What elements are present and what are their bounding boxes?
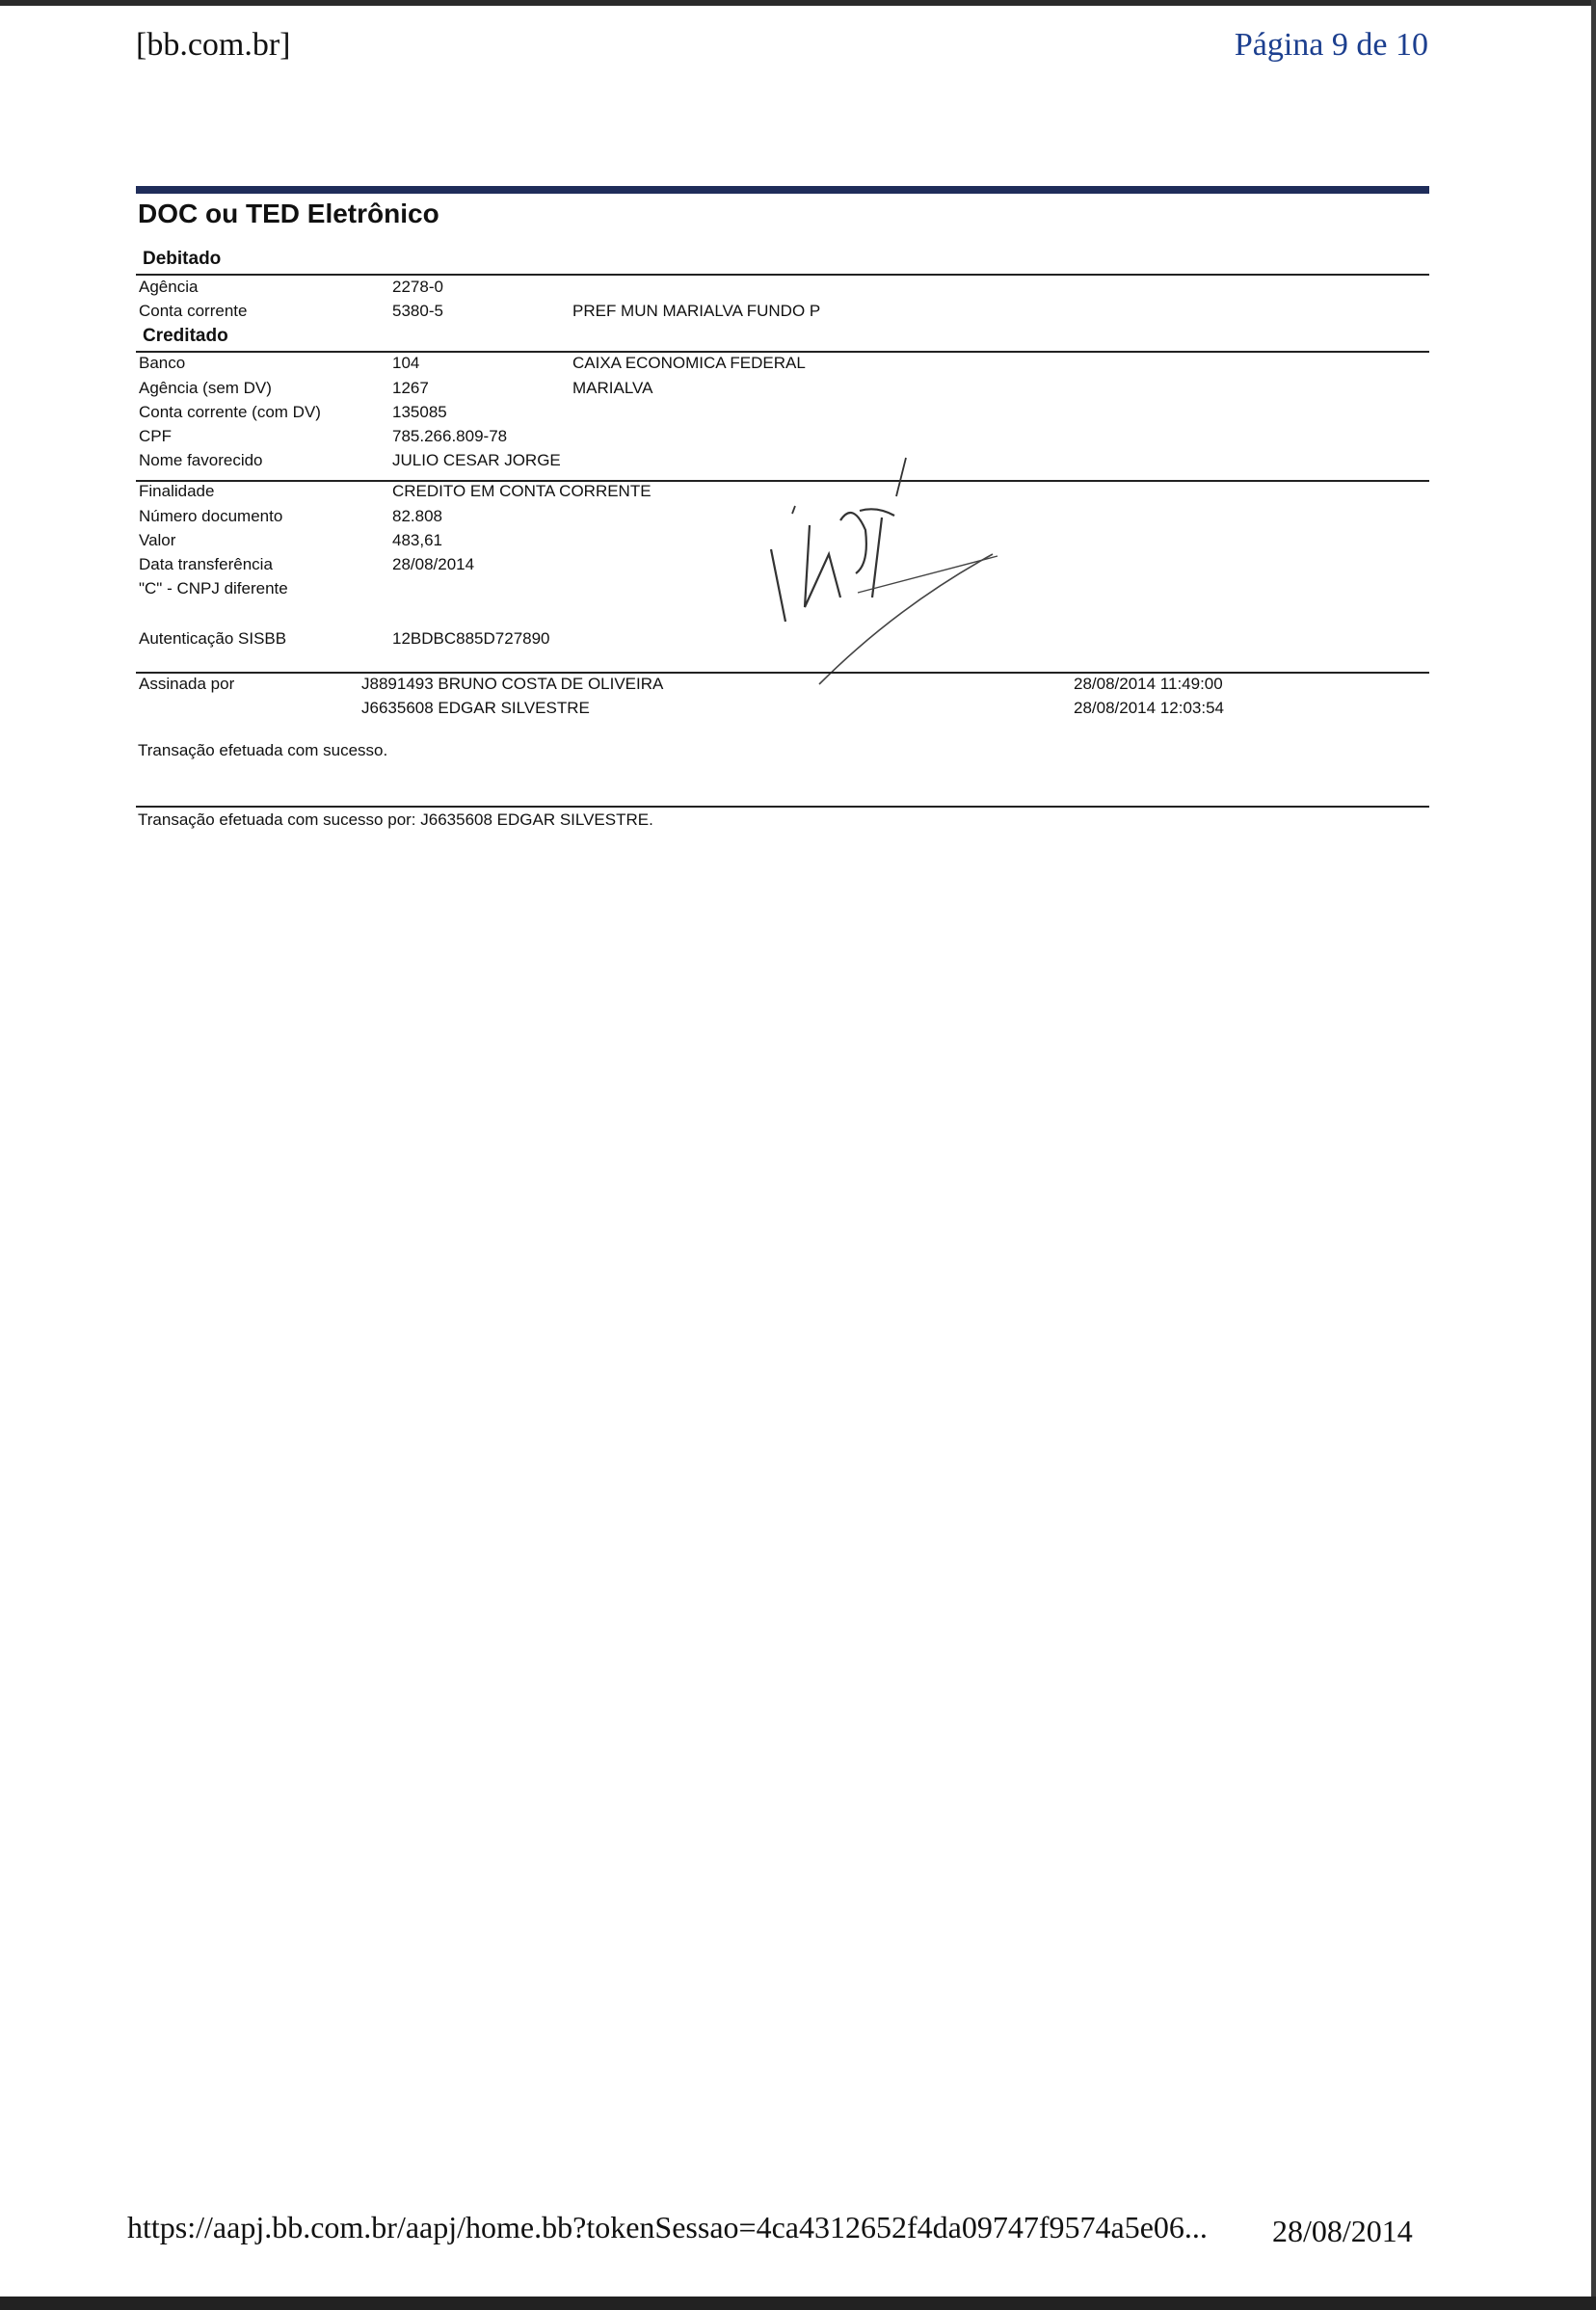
row-agencia-debito (0, 278, 1596, 301)
label: Banco (139, 354, 186, 372)
value: 5380-5 (392, 302, 443, 320)
row-assinatura-2 (0, 699, 1596, 722)
footer-url: https://aapj.bb.com.br/aapj/home.bb?tokenSessao=4ca4312652f4da09747f9574a5e06... (127, 2210, 1208, 2244)
value: 483,61 (392, 531, 442, 549)
label: "C" - CNPJ diferente (139, 579, 288, 597)
value: 104 (392, 354, 420, 372)
branch-name: MARIALVA (572, 379, 653, 397)
value: 28/08/2014 (392, 555, 475, 573)
label: Agência (139, 278, 199, 296)
divider (136, 672, 1429, 674)
section-debitado: Debitado (143, 249, 222, 269)
label: Data transferência (139, 555, 273, 573)
bank-name: CAIXA ECONOMICA FEDERAL (572, 354, 806, 372)
divider (136, 806, 1429, 808)
signed-at: 28/08/2014 12:03:54 (1074, 699, 1224, 717)
label: Autenticação SISBB (139, 629, 287, 648)
document-title: DOC ou TED Eletrônico (138, 199, 439, 228)
value: 785.266.809-78 (392, 427, 508, 445)
label: CPF (139, 427, 172, 445)
scan-edge-bottom (0, 2297, 1596, 2310)
row-conta-credito (0, 403, 1596, 426)
handwritten-signature (752, 438, 1012, 689)
label: Valor (139, 531, 176, 549)
row-assinatura-1 (0, 675, 1596, 698)
value: 1267 (392, 379, 429, 397)
page-header-site: [bb.com.br] (136, 27, 291, 63)
value: 135085 (392, 403, 447, 421)
value: CREDITO EM CONTA CORRENTE (392, 482, 652, 500)
status-message: Transação efetuada com sucesso. (138, 741, 388, 759)
value: JULIO CESAR JORGE (392, 451, 561, 469)
status-message-by: Transação efetuada com sucesso por: J6635608 EDGAR SILVESTRE. (138, 810, 653, 829)
row-banco (0, 354, 1596, 377)
signer-name: J6635608 EDGAR SILVESTRE (361, 699, 590, 717)
label: Assinada por (139, 675, 235, 693)
title-bar (136, 186, 1429, 194)
account-holder: PREF MUN MARIALVA FUNDO P (572, 302, 821, 320)
label: Conta corrente (139, 302, 248, 320)
signer-name: J8891493 BRUNO COSTA DE OLIVEIRA (361, 675, 664, 693)
label: Nome favorecido (139, 451, 263, 469)
value: 82.808 (392, 507, 442, 525)
value: 2278-0 (392, 278, 443, 296)
value: 12BDBC885D727890 (392, 629, 550, 648)
label: Agência (sem DV) (139, 379, 272, 397)
row-agencia-credito (0, 379, 1596, 402)
page-header-page-number: Página 9 de 10 (1234, 27, 1428, 63)
scan-edge-right (1591, 0, 1596, 2310)
label: Conta corrente (com DV) (139, 403, 321, 421)
row-conta-debito (0, 302, 1596, 325)
scan-edge-top (0, 0, 1596, 6)
label: Número documento (139, 507, 283, 525)
divider (136, 274, 1429, 276)
signed-at: 28/08/2014 11:49:00 (1074, 675, 1223, 693)
label: Finalidade (139, 482, 215, 500)
section-creditado: Creditado (143, 326, 228, 346)
footer-date: 28/08/2014 (1272, 2214, 1413, 2248)
divider (136, 351, 1429, 353)
